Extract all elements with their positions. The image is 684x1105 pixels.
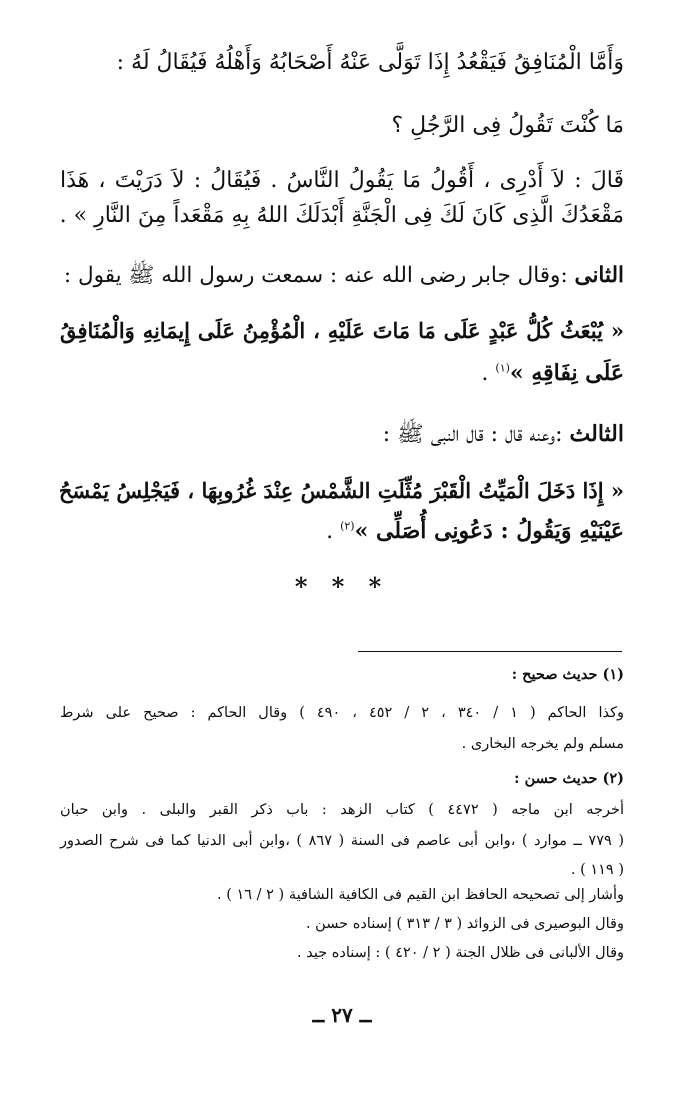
footnote-heading: (٢) حديث حسن : — [514, 770, 624, 787]
footnote-line: ( ٧٧٩ ــ موارد ) ،وابن أبى عاصم فى السنة ( ٨٦٧ ) ،وابن أبى الدنيا كما فى شرح الصدور — [60, 833, 624, 849]
quote-end: . — [326, 519, 341, 544]
quote-text: عَلَى نِفَاقِهِ » — [509, 360, 624, 386]
footnote-heading: (١) حديث صحيح : — [511, 666, 624, 683]
section-text: :وقال جابر رضى الله عنه : سمعت رسول الله ﷺ يقول : — [63, 263, 568, 288]
paragraph-line: وَأَمَّا الْمُنَافِقُ فَيَقْعُدُ إِذَا تَوَلَّى عَنْهُ أَصْحَابُهُ وَأَهْلُهُ فَيُقَالُ لَهُ : — [116, 50, 624, 75]
paragraph-line: قَالَ : لاَ أَدْرِى ، أَقُولُ مَا يَقُولُ النَّاسُ . فَيُقَالُ : لاَ دَرَيْتَ ، هَذَا — [60, 168, 624, 193]
quote-end: . — [481, 361, 496, 386]
footnote-separator — [358, 651, 622, 652]
footnote-line: وأشار إلى تصحيحه الحافظ ابن القيم فى الكافية الشافية ( ٢ / ١٦ ) . — [216, 887, 624, 903]
section-heading-third — [60, 423, 624, 446]
hadith-quote-line — [60, 362, 624, 385]
footnote-line: مسلم ولم يخرجه البخارى . — [461, 736, 624, 752]
footnote-line: وقال البوصيرى فى الزوائد ( ٣ / ٣١٣ ) إسناده حسن . — [305, 916, 624, 932]
footnote-line: أخرجه ابن ماجه ( ٤٤٧٢ ) كتاب الزهد : باب ذكر القبر والبلى . وابن حبان — [60, 802, 624, 818]
paragraph-line: مَا كُنْتَ تَقُولُ فِى الرَّجُلِ ؟ — [391, 113, 624, 138]
page-number: ــ ٢٧ ــ — [312, 1003, 372, 1027]
section-heading-second — [60, 265, 624, 287]
hadith-quote-line — [60, 520, 624, 543]
footnote-line: ( ١١٩ ) . — [570, 862, 624, 878]
section-text: :وعنه قال : قال النبى ﷺ : — [382, 422, 563, 447]
hadith-quote-line: « يُبْعَثُ كُلُّ عَبْدٍ عَلَى مَا مَاتَ عَلَيْهِ ، الْمُؤْمِنُ عَلَى إِيمَانِهِ وَالْمُنَافِقُ — [60, 318, 624, 343]
hadith-quote-line: « إِذَا دَخَلَ الْمَيِّتُ الْقَبْرَ مُثِّلَتِ الشَّمْسُ عِنْدَ غُرُوبِهَا ، فَيَجْلِسُ يَمْسَحُ — [58, 478, 624, 503]
footnote-ref: (٢) — [340, 519, 355, 533]
section-divider-stars: * * * — [294, 572, 390, 601]
footnote-line: وقال الألبانى فى ظلال الجنة ( ٢ / ٤٢٠ ) : إسناده جيد . — [297, 945, 624, 961]
section-label: الثالث — [569, 421, 624, 447]
footnote-line: وكذا الحاكم ( ١ / ٣٤٠ ، ٢ / ٤٥٢ ، ٤٩٠ ) وقال الحاكم : صحيح على شرط — [60, 705, 624, 721]
footnote-ref: (١) — [495, 361, 510, 375]
paragraph-line: مَقْعَدُكَ الَّذِى كَانَ لَكَ فِى الْجَنَّةِ أَبْدَلَكَ اللهُ بِهِ مَقْعَداً مِنَ النَّارِ » . — [59, 203, 624, 228]
section-label: الثانى — [574, 263, 624, 288]
quote-text: عَيْنَيْهِ وَيَقُولُ : دَعُونِى أُصَلِّى » — [354, 518, 624, 544]
